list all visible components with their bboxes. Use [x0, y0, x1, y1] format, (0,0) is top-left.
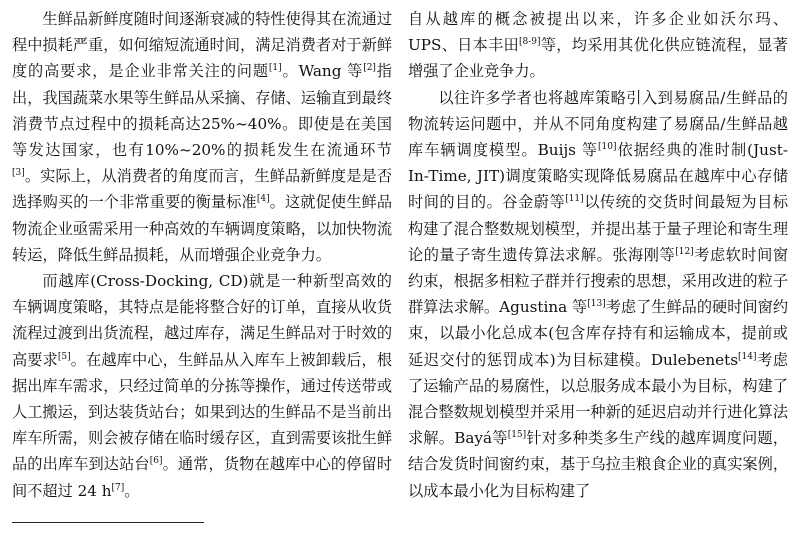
citation-ref: [12]: [675, 246, 694, 257]
citation-ref: [4]: [256, 194, 270, 205]
footnote-divider: [12, 522, 204, 523]
text-run: 。实际上，从消费者的角度而言，生鲜品新鲜度是是否选择购买的一个非常重要的衡量标准: [12, 167, 392, 212]
text-run: 。这就促使生鲜品物流企业亟需采用一种高效的车辆调度策略，以加快物流转运，降低生鲜品损耗，从而增强企业竞争力。: [12, 193, 393, 264]
text-run: 考虑了运输产品的易腐性，以总服务成本最小为目标，构建了混合整数规划模型并采用一种新的延迟启动并行进化算法求解。Bayá等: [408, 350, 789, 448]
text-run: 针对多种类多生产线的越库调度问题，结合发货时间窗约束，基于乌拉圭粮食企业的真实案例，以成本最小化为目标构建了: [408, 429, 789, 500]
citation-ref: [3]: [12, 168, 25, 179]
citation-ref: [2]: [363, 63, 376, 74]
citation-ref: [8-9]: [519, 37, 541, 48]
text-run: 考虑软时间窗约束，根据多相粒子群并行搜索的思想，采用改进的粒子群算法求解。Agustina 等: [408, 245, 789, 317]
citation-ref: [10]: [598, 141, 617, 152]
text-run: 以往许多学者也将越库策略引入到易腐品/生鲜品的物流转运问题中，并从不同角度构建了易腐品/生鲜品越库车辆调度模型。Buijs 等: [408, 88, 788, 160]
citation-ref: [6]: [149, 456, 163, 467]
text-run: 而越库(Cross-Docking, CD)就是一种新型高效的车辆调度策略，其特点是能将整合好的订单，直接从收货流程过渡到出货流程，越过库存，满足生鲜品对于时效的高要求: [12, 272, 392, 369]
text-run: 自从越库的概念被提出以来，许多企业如沃尔玛、UPS、日本丰田: [408, 10, 788, 55]
paragraph-freshness-loss: [12, 6, 392, 268]
text-run: 。在越库中心，生鲜品从入库车上被卸载后，根据出库车需求，只经过简单的分拣等操作，通过传送带或人工搬运，到达装货站台；如果到达的生鲜品不是当前出库车所需，则会被存储在临时缓存区，直到需要该批生鲜品的出库车到达站台: [12, 350, 392, 474]
text-run: 以传统的交货时间最短为目标构建了混合整数规划模型，并提出基于量子理论和寄生理论的量子寄生遗传算法求解。张海刚等: [408, 193, 789, 264]
text-run: 生鲜品新鲜度随时间逐渐衰减的特性使得其在流通过程中损耗严重，如何缩短流通时间，满足消费者对于新鲜度的高要求，是企业非常关注的问题: [12, 10, 392, 81]
paragraph-literature-review: [408, 85, 788, 504]
text-run: 依据经典的准时制(Just-In-Time, JIT)调度策略实现降低易腐品在越库中心存储时间的目的。谷金蔚等: [408, 141, 788, 212]
citation-ref: [1]: [268, 63, 282, 74]
text-run: 考虑了生鲜品的硬时间窗约束，以最小化总成本(包含库存持有和运输成本，提前或延迟交付的惩罚成本)为目标建模。Dulebenets: [408, 298, 789, 369]
text-run: 。通常，货物在越库中心的停留时间不超过 24 h: [12, 455, 393, 500]
citation-ref: [15]: [507, 430, 527, 441]
text-run: 。: [124, 481, 140, 500]
text-run: 指出，我国蔬菜水果等生鲜品从采摘、存储、运输直到最终消费节点过程中的损耗高达25%~40%。即使是在美国等发达国家，也有10%~20%的损耗发生在流通环节: [12, 62, 392, 160]
text-run: 等，均采用其优化供应链流程，显著增强了企业竞争力。: [408, 36, 788, 81]
paragraph-cd-adoption: [408, 6, 788, 85]
text-run: 。Wang 等: [281, 62, 364, 81]
right-text-column: [408, 6, 788, 504]
citation-ref: [13]: [587, 299, 606, 310]
paragraph-cross-docking: [12, 268, 392, 504]
citation-ref: [11]: [565, 194, 584, 205]
citation-ref: [14]: [738, 351, 757, 362]
citation-ref: [5]: [57, 351, 71, 362]
left-text-column: [12, 6, 392, 504]
citation-ref: [7]: [111, 482, 125, 493]
